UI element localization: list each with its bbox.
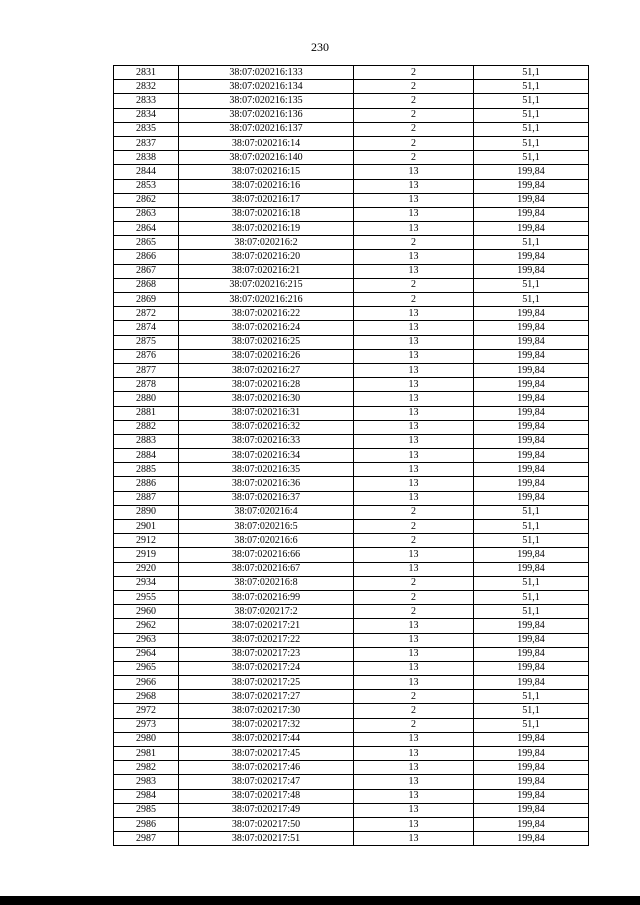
row-number-cell: 2973	[114, 718, 179, 732]
area-cell: 199,84	[474, 463, 589, 477]
area-cell: 51,1	[474, 590, 589, 604]
count-cell: 13	[354, 321, 474, 335]
area-cell: 199,84	[474, 264, 589, 278]
cadastral-number-cell: 38:07:020217:45	[179, 747, 354, 761]
area-cell: 199,84	[474, 207, 589, 221]
area-cell: 51,1	[474, 278, 589, 292]
row-number-cell: 2837	[114, 136, 179, 150]
area-cell: 199,84	[474, 676, 589, 690]
count-cell: 13	[354, 207, 474, 221]
area-cell: 199,84	[474, 321, 589, 335]
table-row	[114, 363, 589, 377]
area-cell: 199,84	[474, 449, 589, 463]
count-cell: 2	[354, 520, 474, 534]
cadastral-number-cell: 38:07:020217:30	[179, 704, 354, 718]
row-number-cell: 2876	[114, 349, 179, 363]
cadastral-number-cell: 38:07:020217:27	[179, 690, 354, 704]
area-cell: 199,84	[474, 562, 589, 576]
area-cell: 199,84	[474, 633, 589, 647]
table-row	[114, 278, 589, 292]
area-cell: 51,1	[474, 520, 589, 534]
row-number-cell: 2868	[114, 278, 179, 292]
count-cell: 13	[354, 392, 474, 406]
row-number-cell: 2983	[114, 775, 179, 789]
cadastral-number-cell: 38:07:020216:67	[179, 562, 354, 576]
cadastral-number-cell: 38:07:020216:8	[179, 576, 354, 590]
count-cell: 13	[354, 193, 474, 207]
count-cell: 2	[354, 136, 474, 150]
cadastral-number-cell: 38:07:020216:99	[179, 590, 354, 604]
area-cell: 51,1	[474, 605, 589, 619]
count-cell: 13	[354, 165, 474, 179]
area-cell: 199,84	[474, 817, 589, 831]
table-row	[114, 676, 589, 690]
cadastral-number-cell: 38:07:020216:140	[179, 151, 354, 165]
area-cell: 199,84	[474, 179, 589, 193]
table-row	[114, 477, 589, 491]
table-row	[114, 718, 589, 732]
area-cell: 199,84	[474, 307, 589, 321]
area-cell: 199,84	[474, 491, 589, 505]
table-row	[114, 207, 589, 221]
cadastral-number-cell: 38:07:020216:36	[179, 477, 354, 491]
cadastral-number-cell: 38:07:020216:4	[179, 505, 354, 519]
area-cell: 51,1	[474, 505, 589, 519]
table-row	[114, 250, 589, 264]
area-cell: 51,1	[474, 534, 589, 548]
count-cell: 13	[354, 775, 474, 789]
count-cell: 13	[354, 264, 474, 278]
table-row	[114, 832, 589, 846]
cadastral-number-cell: 38:07:020217:24	[179, 661, 354, 675]
row-number-cell: 2919	[114, 548, 179, 562]
cadastral-number-cell: 38:07:020216:14	[179, 136, 354, 150]
table-row	[114, 548, 589, 562]
row-number-cell: 2838	[114, 151, 179, 165]
count-cell: 13	[354, 633, 474, 647]
table-row	[114, 406, 589, 420]
cadastral-number-cell: 38:07:020216:33	[179, 434, 354, 448]
area-cell: 199,84	[474, 165, 589, 179]
area-cell: 51,1	[474, 136, 589, 150]
table-row	[114, 633, 589, 647]
table-row	[114, 179, 589, 193]
cadastral-number-cell: 38:07:020216:31	[179, 406, 354, 420]
cadastral-number-cell: 38:07:020217:2	[179, 605, 354, 619]
cadastral-number-cell: 38:07:020217:25	[179, 676, 354, 690]
cadastral-number-cell: 38:07:020216:134	[179, 80, 354, 94]
table-row	[114, 704, 589, 718]
cadastral-number-cell: 38:07:020216:17	[179, 193, 354, 207]
count-cell: 2	[354, 66, 474, 80]
cadastral-number-cell: 38:07:020216:37	[179, 491, 354, 505]
table-row	[114, 136, 589, 150]
count-cell: 2	[354, 80, 474, 94]
table-row	[114, 576, 589, 590]
cadastral-number-cell: 38:07:020216:30	[179, 392, 354, 406]
cadastral-number-cell: 38:07:020216:27	[179, 363, 354, 377]
area-cell: 51,1	[474, 108, 589, 122]
row-number-cell: 2955	[114, 590, 179, 604]
count-cell: 2	[354, 590, 474, 604]
table-row	[114, 165, 589, 179]
area-cell: 199,84	[474, 477, 589, 491]
count-cell: 13	[354, 179, 474, 193]
table-row	[114, 661, 589, 675]
cadastral-number-cell: 38:07:020216:24	[179, 321, 354, 335]
row-number-cell: 2865	[114, 236, 179, 250]
area-cell: 51,1	[474, 718, 589, 732]
count-cell: 13	[354, 661, 474, 675]
cadastral-number-cell: 38:07:020216:5	[179, 520, 354, 534]
row-number-cell: 2869	[114, 293, 179, 307]
table-row	[114, 562, 589, 576]
cadastral-number-cell: 38:07:020216:16	[179, 179, 354, 193]
row-number-cell: 2881	[114, 406, 179, 420]
cadastral-number-cell: 38:07:020216:66	[179, 548, 354, 562]
count-cell: 13	[354, 803, 474, 817]
row-number-cell: 2966	[114, 676, 179, 690]
count-cell: 13	[354, 732, 474, 746]
row-number-cell: 2984	[114, 789, 179, 803]
count-cell: 2	[354, 576, 474, 590]
count-cell: 2	[354, 718, 474, 732]
table-row	[114, 690, 589, 704]
row-number-cell: 2934	[114, 576, 179, 590]
area-cell: 199,84	[474, 789, 589, 803]
row-number-cell: 2965	[114, 661, 179, 675]
area-cell: 199,84	[474, 775, 589, 789]
area-cell: 199,84	[474, 406, 589, 420]
row-number-cell: 2831	[114, 66, 179, 80]
area-cell: 51,1	[474, 94, 589, 108]
row-number-cell: 2878	[114, 378, 179, 392]
cadastral-number-cell: 38:07:020217:23	[179, 647, 354, 661]
row-number-cell: 2886	[114, 477, 179, 491]
table-row	[114, 747, 589, 761]
row-number-cell: 2864	[114, 222, 179, 236]
count-cell: 13	[354, 477, 474, 491]
cadastral-number-cell: 38:07:020217:46	[179, 761, 354, 775]
row-number-cell: 2901	[114, 520, 179, 534]
cadastral-number-cell: 38:07:020216:137	[179, 122, 354, 136]
count-cell: 2	[354, 293, 474, 307]
row-number-cell: 2863	[114, 207, 179, 221]
table-row	[114, 151, 589, 165]
area-cell: 199,84	[474, 647, 589, 661]
table-row	[114, 505, 589, 519]
area-cell: 199,84	[474, 335, 589, 349]
row-number-cell: 2968	[114, 690, 179, 704]
area-cell: 199,84	[474, 378, 589, 392]
data-table	[113, 65, 589, 846]
count-cell: 2	[354, 108, 474, 122]
count-cell: 2	[354, 94, 474, 108]
cadastral-number-cell: 38:07:020217:22	[179, 633, 354, 647]
area-cell: 199,84	[474, 349, 589, 363]
row-number-cell: 2874	[114, 321, 179, 335]
table-row	[114, 66, 589, 80]
count-cell: 2	[354, 236, 474, 250]
table-row	[114, 534, 589, 548]
row-number-cell: 2981	[114, 747, 179, 761]
area-cell: 199,84	[474, 732, 589, 746]
row-number-cell: 2877	[114, 363, 179, 377]
cadastral-number-cell: 38:07:020216:18	[179, 207, 354, 221]
table-row	[114, 449, 589, 463]
area-cell: 51,1	[474, 151, 589, 165]
row-number-cell: 2962	[114, 619, 179, 633]
row-number-cell: 2986	[114, 817, 179, 831]
cadastral-number-cell: 38:07:020216:25	[179, 335, 354, 349]
cadastral-number-cell: 38:07:020216:136	[179, 108, 354, 122]
scan-bottom-edge	[0, 896, 640, 905]
count-cell: 13	[354, 449, 474, 463]
row-number-cell: 2980	[114, 732, 179, 746]
row-number-cell: 2912	[114, 534, 179, 548]
table-row	[114, 590, 589, 604]
count-cell: 13	[354, 647, 474, 661]
count-cell: 13	[354, 222, 474, 236]
cadastral-number-cell: 38:07:020216:35	[179, 463, 354, 477]
row-number-cell: 2866	[114, 250, 179, 264]
area-cell: 51,1	[474, 66, 589, 80]
row-number-cell: 2890	[114, 505, 179, 519]
area-cell: 199,84	[474, 434, 589, 448]
table-row	[114, 789, 589, 803]
count-cell: 13	[354, 335, 474, 349]
cadastral-number-cell: 38:07:020217:50	[179, 817, 354, 831]
cadastral-number-cell: 38:07:020216:135	[179, 94, 354, 108]
row-number-cell: 2835	[114, 122, 179, 136]
count-cell: 13	[354, 676, 474, 690]
row-number-cell: 2982	[114, 761, 179, 775]
table-row	[114, 94, 589, 108]
area-cell: 51,1	[474, 236, 589, 250]
cadastral-number-cell: 38:07:020216:32	[179, 420, 354, 434]
count-cell: 13	[354, 562, 474, 576]
table-row	[114, 463, 589, 477]
count-cell: 13	[354, 761, 474, 775]
count-cell: 2	[354, 505, 474, 519]
cadastral-number-cell: 38:07:020216:26	[179, 349, 354, 363]
area-cell: 199,84	[474, 193, 589, 207]
table-row	[114, 378, 589, 392]
cadastral-number-cell: 38:07:020217:48	[179, 789, 354, 803]
count-cell: 2	[354, 605, 474, 619]
area-cell: 199,84	[474, 747, 589, 761]
area-cell: 199,84	[474, 420, 589, 434]
table-row	[114, 264, 589, 278]
count-cell: 13	[354, 747, 474, 761]
table-row	[114, 122, 589, 136]
area-cell: 199,84	[474, 761, 589, 775]
row-number-cell: 2885	[114, 463, 179, 477]
area-cell: 199,84	[474, 548, 589, 562]
area-cell: 51,1	[474, 576, 589, 590]
table-row	[114, 434, 589, 448]
area-cell: 51,1	[474, 690, 589, 704]
table-row	[114, 647, 589, 661]
cadastral-number-cell: 38:07:020217:21	[179, 619, 354, 633]
row-number-cell: 2963	[114, 633, 179, 647]
table-row	[114, 222, 589, 236]
area-cell: 51,1	[474, 704, 589, 718]
area-cell: 199,84	[474, 250, 589, 264]
row-number-cell: 2920	[114, 562, 179, 576]
cadastral-number-cell: 38:07:020216:216	[179, 293, 354, 307]
table-row	[114, 817, 589, 831]
count-cell: 13	[354, 307, 474, 321]
row-number-cell: 2853	[114, 179, 179, 193]
cadastral-number-cell: 38:07:020216:34	[179, 449, 354, 463]
cadastral-number-cell: 38:07:020216:21	[179, 264, 354, 278]
table-row	[114, 108, 589, 122]
area-cell: 199,84	[474, 363, 589, 377]
cadastral-number-cell: 38:07:020217:44	[179, 732, 354, 746]
cadastral-number-cell: 38:07:020216:20	[179, 250, 354, 264]
count-cell: 2	[354, 704, 474, 718]
table-row	[114, 605, 589, 619]
table-row	[114, 761, 589, 775]
count-cell: 13	[354, 250, 474, 264]
row-number-cell: 2972	[114, 704, 179, 718]
row-number-cell: 2883	[114, 434, 179, 448]
table-row	[114, 520, 589, 534]
count-cell: 13	[354, 420, 474, 434]
table-row	[114, 392, 589, 406]
count-cell: 13	[354, 832, 474, 846]
area-cell: 199,84	[474, 832, 589, 846]
row-number-cell: 2875	[114, 335, 179, 349]
table-row	[114, 321, 589, 335]
cadastral-number-cell: 38:07:020217:32	[179, 718, 354, 732]
cadastral-number-cell: 38:07:020216:22	[179, 307, 354, 321]
row-number-cell: 2832	[114, 80, 179, 94]
page-number: 230	[311, 40, 329, 54]
area-cell: 51,1	[474, 80, 589, 94]
count-cell: 2	[354, 278, 474, 292]
row-number-cell: 2964	[114, 647, 179, 661]
table-row	[114, 293, 589, 307]
count-cell: 13	[354, 619, 474, 633]
row-number-cell: 2987	[114, 832, 179, 846]
count-cell: 13	[354, 349, 474, 363]
table-row	[114, 307, 589, 321]
row-number-cell: 2882	[114, 420, 179, 434]
cadastral-number-cell: 38:07:020216:133	[179, 66, 354, 80]
row-number-cell: 2985	[114, 803, 179, 817]
cadastral-number-cell: 38:07:020216:6	[179, 534, 354, 548]
table-body	[114, 66, 589, 846]
row-number-cell: 2844	[114, 165, 179, 179]
area-cell: 51,1	[474, 122, 589, 136]
area-cell: 199,84	[474, 619, 589, 633]
cadastral-number-cell: 38:07:020217:49	[179, 803, 354, 817]
count-cell: 13	[354, 434, 474, 448]
table-row	[114, 335, 589, 349]
count-cell: 2	[354, 122, 474, 136]
cadastral-number-cell: 38:07:020216:28	[179, 378, 354, 392]
count-cell: 13	[354, 789, 474, 803]
row-number-cell: 2833	[114, 94, 179, 108]
row-number-cell: 2867	[114, 264, 179, 278]
count-cell: 2	[354, 534, 474, 548]
table-row	[114, 80, 589, 94]
cadastral-number-cell: 38:07:020216:15	[179, 165, 354, 179]
count-cell: 13	[354, 406, 474, 420]
area-cell: 199,84	[474, 803, 589, 817]
row-number-cell: 2880	[114, 392, 179, 406]
table-row	[114, 236, 589, 250]
cadastral-number-cell: 38:07:020216:2	[179, 236, 354, 250]
count-cell: 13	[354, 363, 474, 377]
row-number-cell: 2960	[114, 605, 179, 619]
area-cell: 199,84	[474, 661, 589, 675]
table-row	[114, 420, 589, 434]
row-number-cell: 2884	[114, 449, 179, 463]
table-row	[114, 491, 589, 505]
count-cell: 13	[354, 491, 474, 505]
area-cell: 51,1	[474, 293, 589, 307]
count-cell: 13	[354, 548, 474, 562]
row-number-cell: 2887	[114, 491, 179, 505]
row-number-cell: 2862	[114, 193, 179, 207]
count-cell: 2	[354, 151, 474, 165]
table-row	[114, 193, 589, 207]
area-cell: 199,84	[474, 392, 589, 406]
count-cell: 13	[354, 817, 474, 831]
table-row	[114, 775, 589, 789]
row-number-cell: 2872	[114, 307, 179, 321]
cadastral-number-cell: 38:07:020216:19	[179, 222, 354, 236]
count-cell: 2	[354, 690, 474, 704]
cadastral-number-cell: 38:07:020216:215	[179, 278, 354, 292]
cadastral-number-cell: 38:07:020217:47	[179, 775, 354, 789]
cadastral-number-cell: 38:07:020217:51	[179, 832, 354, 846]
count-cell: 13	[354, 378, 474, 392]
row-number-cell: 2834	[114, 108, 179, 122]
table-row	[114, 349, 589, 363]
table-row	[114, 732, 589, 746]
area-cell: 199,84	[474, 222, 589, 236]
count-cell: 13	[354, 463, 474, 477]
table-row	[114, 619, 589, 633]
table-row	[114, 803, 589, 817]
